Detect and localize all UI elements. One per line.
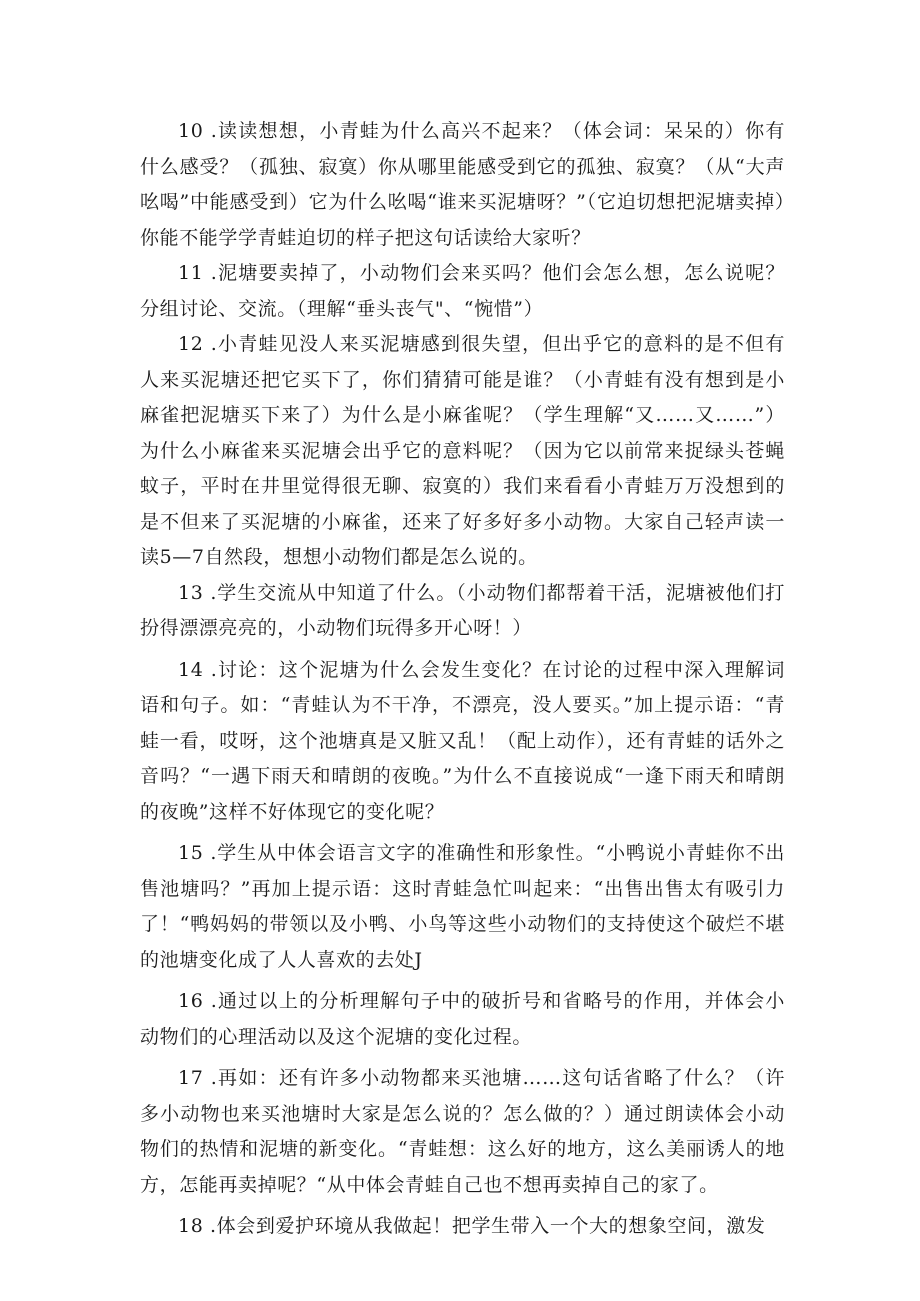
paragraph-14: 14 .讨论：这个泥塘为什么会发生变化？在讨论的过程中深入理解词语和句子。如：“青蛙认为不干净，不漂亮，没人要买。”加上提示语：“青蛙一看，哎呀，这个池塘真是又脏又乱！（配上动作），还有青蛙的话外之音吗？“一遇下雨天和晴朗的夜晚。”为什么不直接说成“一逢下雨天和晴朗的夜晚”这样不好体现它的变化呢？ <box>140 658 785 823</box>
paragraph-18: 18 .体会到爱护环境从我做起！把学生带入一个大的想象空间，激发 <box>178 1215 766 1237</box>
paragraph-16: 16 .通过以上的分析理解句子中的破折号和省略号的作用，并体会小动物们的心理活动以及这个泥塘的变化过程。 <box>140 990 785 1048</box>
document-body <box>140 114 785 1245</box>
paragraph-17: 17 .再如：还有许多小动物都来买池塘……这句话省略了什么？（许多小动物也来买池塘时大家是怎么说的？怎么做的？）通过朗读体会小动物们的热情和泥塘的新变化。“青蛙想：这么好的地方，这么美丽诱人的地方，怎能再卖掉呢？“从中体会青蛙自己也不想再卖掉自己的家了。 <box>140 1067 785 1196</box>
paragraph-13: 13 .学生交流从中知道了什么。（小动物们都帮着干活，泥塘被他们打扮得漂漂亮亮的，小动物们玩得多开心呀！） <box>140 581 785 639</box>
paragraph-15: 15 .学生从中体会语言文字的准确性和形象性。“小鸭说小青蛙你不出售池塘吗？”再加上提示语：这时青蛙急忙叫起来：“出售出售太有吸引力了！“鸭妈妈的带领以及小鸭、小鸟等这些小动物们的支持使这个破烂不堪的池塘变化成了人人喜欢的去处J <box>140 842 785 971</box>
paragraph-11: 11 .泥塘要卖掉了，小动物们会来买吗？他们会怎么想，怎么说呢？分组讨论、交流。（理解“垂头丧气"、“惋惜”） <box>140 262 785 320</box>
paragraph-12: 12 .小青蛙见没人来买泥塘感到很失望，但出乎它的意料的是不但有人来买泥塘还把它买下了，你们猜猜可能是谁？（小青蛙有没有想到是小麻雀把泥塘买下来了）为什么是小麻雀呢？（学生理解“又……又……”）为什么小麻雀来买泥塘会出乎它的意料呢？（因为它以前常来捉绿头苍蝇蚊子，平时在井里觉得很无聊、寂寞的）我们来看看小青蛙万万没想到的是不但来了买泥塘的小麻雀，还来了好多好多小动物。大家自己轻声读一读5—7自然段，想想小动物们都是怎么说的。 <box>140 333 785 568</box>
paragraph-10: 10 .读读想想，小青蛙为什么高兴不起来？（体会词：呆呆的）你有什么感受？（孤独、寂寞）你从哪里能感受到它的孤独、寂寞？（从“大声吆喝”中能感受到）它为什么吆喝“谁来买泥塘呀？”（它迫切想把泥塘卖掉）你能不能学学青蛙迫切的样子把这句话读给大家听？ <box>140 120 785 249</box>
